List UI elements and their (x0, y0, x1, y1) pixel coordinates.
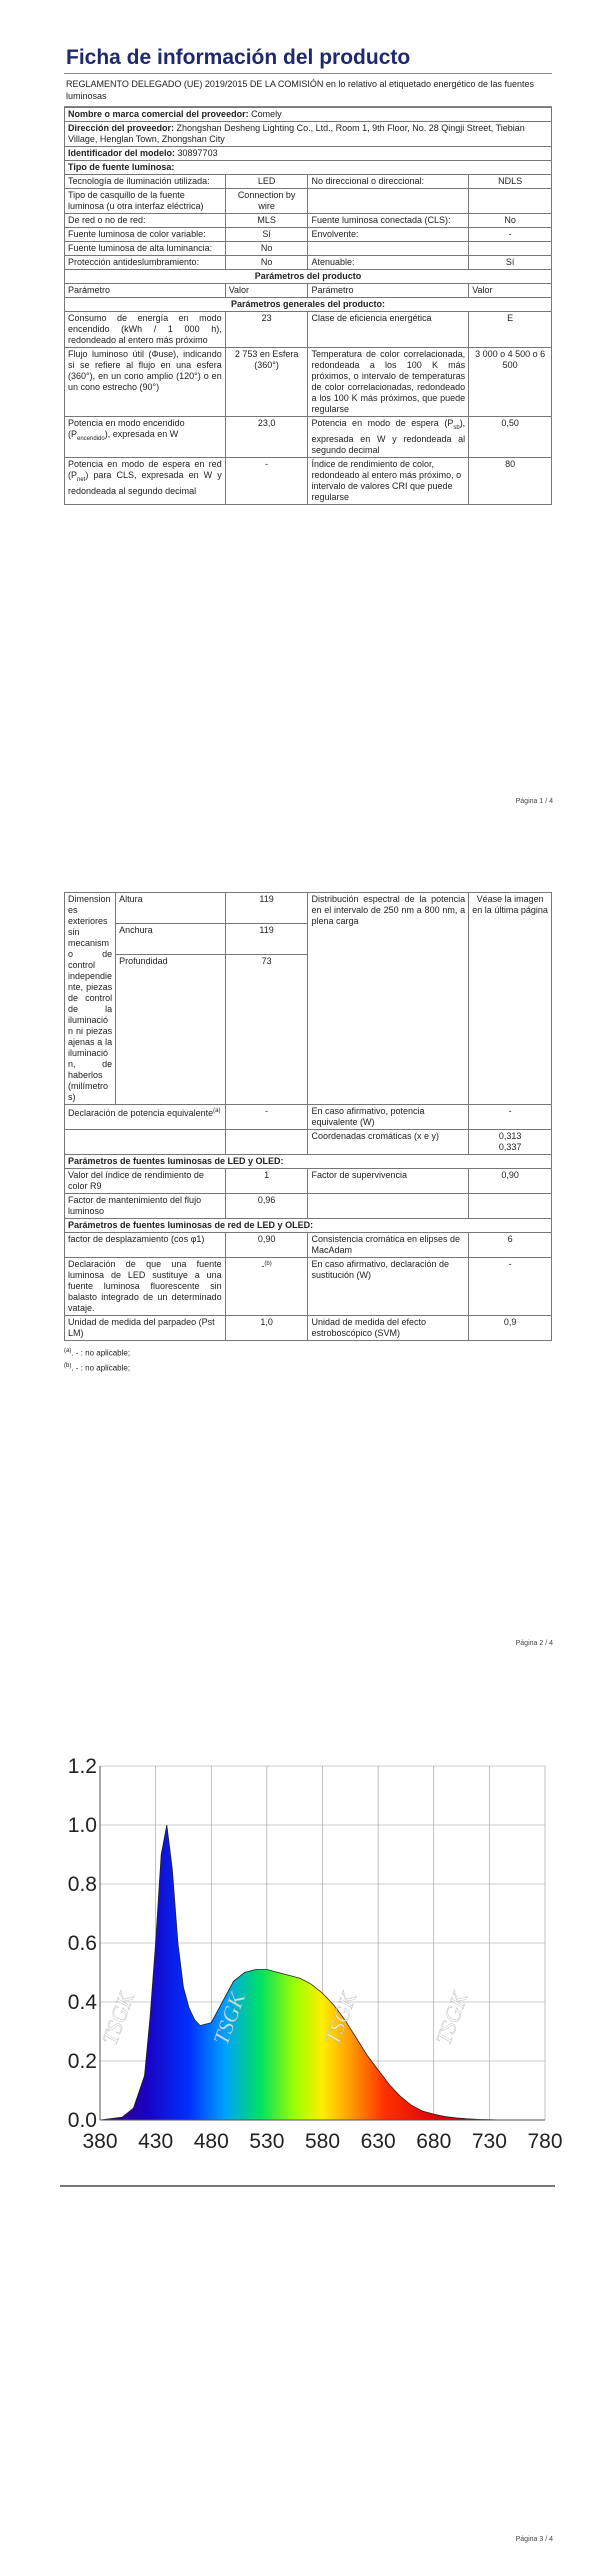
height-value: 119 (225, 893, 308, 924)
param-value: - (225, 1105, 308, 1130)
param-value: 0,90 (225, 1233, 308, 1258)
dimensions-row (65, 893, 552, 924)
column-header-value: Valor (225, 284, 308, 298)
table-row (65, 1316, 552, 1341)
param-label (308, 1194, 469, 1219)
table-row (65, 189, 552, 214)
param-value: 3 000 o 4 500 o 6 500 (469, 348, 552, 417)
width-label: Anchura (116, 924, 226, 955)
footnote: $^{(b)}$. - : no aplicable; (64, 1362, 131, 1373)
param-label (308, 242, 469, 256)
page-number: Página 3 / 4 (515, 2536, 553, 2543)
page-3 (0, 1700, 615, 2560)
table-row (65, 175, 552, 189)
x-tick-label: 580 (304, 2130, 341, 2153)
param-value: 0,50 (469, 417, 552, 458)
x-tick-label: 380 (82, 2130, 118, 2153)
page-number: Página 2 / 4 (515, 1640, 553, 1647)
param-value: 0,313 0,337 (469, 1130, 552, 1155)
param-label: En caso afirmativo, potencia equivalente (W) (308, 1105, 469, 1130)
table-row (65, 457, 552, 504)
param-label: No direccional o direccional: (308, 175, 469, 189)
spectral-power-distribution-chart (60, 1750, 563, 2190)
y-tick-label: 1.2 (67, 1755, 97, 1778)
param-value: Connection by wire (225, 189, 308, 214)
table-row (65, 1194, 552, 1219)
param-value: LED (225, 175, 308, 189)
table-row (65, 1233, 552, 1258)
param-value (469, 1194, 552, 1219)
param-label: Fuente luminosa conectada (CLS): (308, 214, 469, 228)
led-header-row (65, 1155, 552, 1169)
param-label: Coordenadas cromáticas (x e y) (308, 1130, 469, 1155)
param-label: Atenuable: (308, 256, 469, 270)
table-row (65, 1258, 552, 1316)
param-value: 23,0 (225, 417, 308, 458)
param-label: Clase de eficiencia energética (308, 312, 469, 348)
table-row (65, 242, 552, 256)
param-label: En caso afirmativo, declaración de sustitución (W) (308, 1258, 469, 1316)
supplier-address-value: Zhongshan Desheng Lighting Co., Ltd., Room 1, 9th Floor, No. 28 Qingji Street, Tiebian Village, Henglan Town, Zhongshan City (68, 123, 525, 144)
param-value: 1,0 (225, 1316, 308, 1341)
param-label: De red o no de red: (65, 214, 226, 228)
x-tick-label: 530 (249, 2130, 285, 2153)
param-value: 0,96 (225, 1194, 308, 1219)
param-label (308, 189, 469, 214)
y-tick-label: 0.2 (67, 2050, 97, 2073)
param-label: Potencia en modo de espera en red $(P_{net})$ para CLS, expresada en W y redondeada al segundo decimal (65, 457, 226, 504)
param-value: NDLS (469, 175, 552, 189)
depth-value: 73 (225, 955, 308, 1105)
param-value: - (469, 1105, 552, 1130)
led-params-header: Parámetros de fuentes luminosas de LED y OLED: (65, 1155, 552, 1169)
supplier-name-value: Comely (251, 109, 282, 119)
param-label: Tecnología de iluminación utilizada: (65, 175, 226, 189)
height-label: Altura (116, 893, 226, 924)
param-label: Protección antideslumbramiento: (65, 256, 226, 270)
column-header-value: Valor (469, 284, 552, 298)
page-2 (0, 880, 615, 1647)
param-label: Factor de mantenimiento del flujo luminoso (65, 1194, 226, 1219)
model-id-label: Identificador del modelo: (68, 148, 176, 158)
product-info-table (64, 107, 552, 505)
mains-header-row (65, 1219, 552, 1233)
param-value: 80 (469, 457, 552, 504)
param-label: Unidad de medida del efecto estroboscópico (SVM) (308, 1316, 469, 1341)
product-params-table-continued (64, 892, 552, 1341)
watermark-text: TSGK (208, 1988, 250, 2048)
param-value: 0,9 (469, 1316, 552, 1341)
document-page-2 (64, 892, 552, 1374)
column-header-param: Parámetro (308, 284, 469, 298)
param-label: Declaración de potencia equivalente$^{(a)}$ (65, 1105, 226, 1130)
param-value (469, 242, 552, 256)
table-row (65, 1105, 552, 1130)
x-tick-label: 630 (360, 2130, 396, 2153)
x-tick-label: 780 (527, 2130, 563, 2153)
footnotes (64, 1341, 552, 1374)
param-value: No (469, 214, 552, 228)
spd-label: Distribución espectral de la potencia en el intervalo de 250 nm a 800 nm, a plena carga (308, 893, 469, 1105)
light-source-type-row (65, 161, 552, 175)
param-value: No (225, 242, 308, 256)
param-label: Índice de rendimiento de color, redondeado al entero más próximo, o intervalo de valores CRI que puede regularse (308, 457, 469, 504)
chart-axes (60, 1755, 563, 2186)
table-row (65, 1130, 552, 1155)
model-id-row (65, 147, 552, 161)
param-label: Declaración de que una fuente luminosa de LED sustituye a una fuente luminosa fluorescente sin balasto integrado de un determinado vataje. (65, 1258, 226, 1316)
table-row (65, 312, 552, 348)
x-tick-label: 480 (193, 2130, 229, 2153)
param-label: Potencia en modo de espera $(P_{sb})$, expresada en W y redondeada al segundo decimal (308, 417, 469, 458)
column-header-param: Parámetro (65, 284, 226, 298)
param-value: Sí (225, 228, 308, 242)
table-row (65, 256, 552, 270)
table-row (65, 417, 552, 458)
param-value: 6 (469, 1233, 552, 1258)
param-value: 2 753 en Esfera (360°) (225, 348, 308, 417)
regulation-text: REGLAMENTO DELEGADO (UE) 2019/2015 DE LA COMISIÓN en lo relativo al etiquetado energético de las fuentes luminosas (64, 74, 552, 107)
param-label: Fuente luminosa de color variable: (65, 228, 226, 242)
param-value: 0,90 (469, 1169, 552, 1194)
param-value: 1 (225, 1169, 308, 1194)
y-tick-label: 0.8 (67, 1873, 97, 1896)
supplier-address-row (65, 122, 552, 147)
page-title: Ficha de información del producto (64, 44, 552, 74)
param-value (469, 189, 552, 214)
param-value (225, 1130, 308, 1155)
table-row (65, 1169, 552, 1194)
param-value: -$^{(b)}$ (225, 1258, 308, 1316)
footnote: $^{(a)}$. - : no aplicable; (64, 1348, 131, 1358)
supplier-address-label: Dirección del proveedor: (68, 123, 175, 133)
light-source-type-label: Tipo de fuente luminosa: (65, 161, 552, 175)
param-value: - (469, 1258, 552, 1316)
param-label: Temperatura de color correlacionada, redondeada a los 100 K más próximos, o intervalo de temperaturas de color correlacionadas, redondeado a los 100 K más próximos, que puede regularse (308, 348, 469, 417)
width-value: 119 (225, 924, 308, 955)
param-value: 23 (225, 312, 308, 348)
supplier-name-label: Nombre o marca comercial del proveedor: (68, 109, 249, 119)
general-params-header-row (65, 298, 552, 312)
param-value: - (225, 457, 308, 504)
x-tick-label: 730 (471, 2130, 507, 2153)
param-value: - (469, 228, 552, 242)
document-page-1 (64, 44, 552, 505)
param-label: Valor del índice de rendimiento de color R9 (65, 1169, 226, 1194)
column-header-row (65, 284, 552, 298)
table-row (65, 348, 552, 417)
param-label: Consumo de energía en modo encendido (kWh / 1 000 h), redondeado al entero más próximo (65, 312, 226, 348)
y-tick-label: 0.0 (67, 2109, 97, 2132)
watermark-text: TSGK (96, 1988, 139, 2048)
param-label: Factor de supervivencia (308, 1169, 469, 1194)
param-label (65, 1130, 226, 1155)
table-row (65, 214, 552, 228)
param-label: Tipo de casquillo de la fuente luminosa (u otra interfaz eléctrica) (65, 189, 226, 214)
param-label: Potencia en modo encendido $(P_{encendido})$, expresada en W (65, 417, 226, 458)
model-id-value: 30897703 (177, 148, 218, 158)
x-tick-label: 430 (138, 2130, 174, 2153)
param-label: Unidad de medida del parpadeo (Pst LM) (65, 1316, 226, 1341)
product-params-header: Parámetros del producto (65, 270, 552, 284)
mains-params-header: Parámetros de fuentes luminosas de red de LED y OLED: (65, 1219, 552, 1233)
page-number: Página 1 / 4 (515, 798, 553, 805)
table-row (65, 228, 552, 242)
spd-value: Véase la imagen en la última página (469, 893, 552, 1105)
param-label: Envolvente: (308, 228, 469, 242)
product-params-header-row (65, 270, 552, 284)
param-label: Flujo luminoso útil (Φuse), indicando si se refiere al flujo en una esfera (360°), en un cono amplio (120°) o en un cono estrecho (90°) (65, 348, 226, 417)
param-value: MLS (225, 214, 308, 228)
general-params-header: Parámetros generales del producto: (65, 298, 552, 312)
param-value: Sí (469, 256, 552, 270)
dimensions-label: Dimensiones exteriores sin mecanismo de control independiente, piezas de control de la iluminación ni piezas ajenas a la iluminación, de haberlos (milímetros) (65, 893, 116, 1105)
y-tick-label: 1.0 (67, 1814, 97, 1837)
watermark-text: TSGK (319, 1988, 362, 2048)
page-1 (0, 0, 615, 810)
depth-label: Profundidad (116, 955, 226, 1105)
param-label: Consistencia cromática en elipses de MacAdam (308, 1233, 469, 1258)
supplier-name-row (65, 108, 552, 122)
param-value: E (469, 312, 552, 348)
param-label: Fuente luminosa de alta luminancia: (65, 242, 226, 256)
param-value: No (225, 256, 308, 270)
y-tick-label: 0.6 (67, 1932, 97, 1955)
x-tick-label: 680 (416, 2130, 452, 2153)
watermark-text: TSGK (430, 1988, 473, 2048)
param-label: factor de desplazamiento (cos φ1) (65, 1233, 226, 1258)
y-tick-label: 0.4 (67, 1991, 97, 2014)
